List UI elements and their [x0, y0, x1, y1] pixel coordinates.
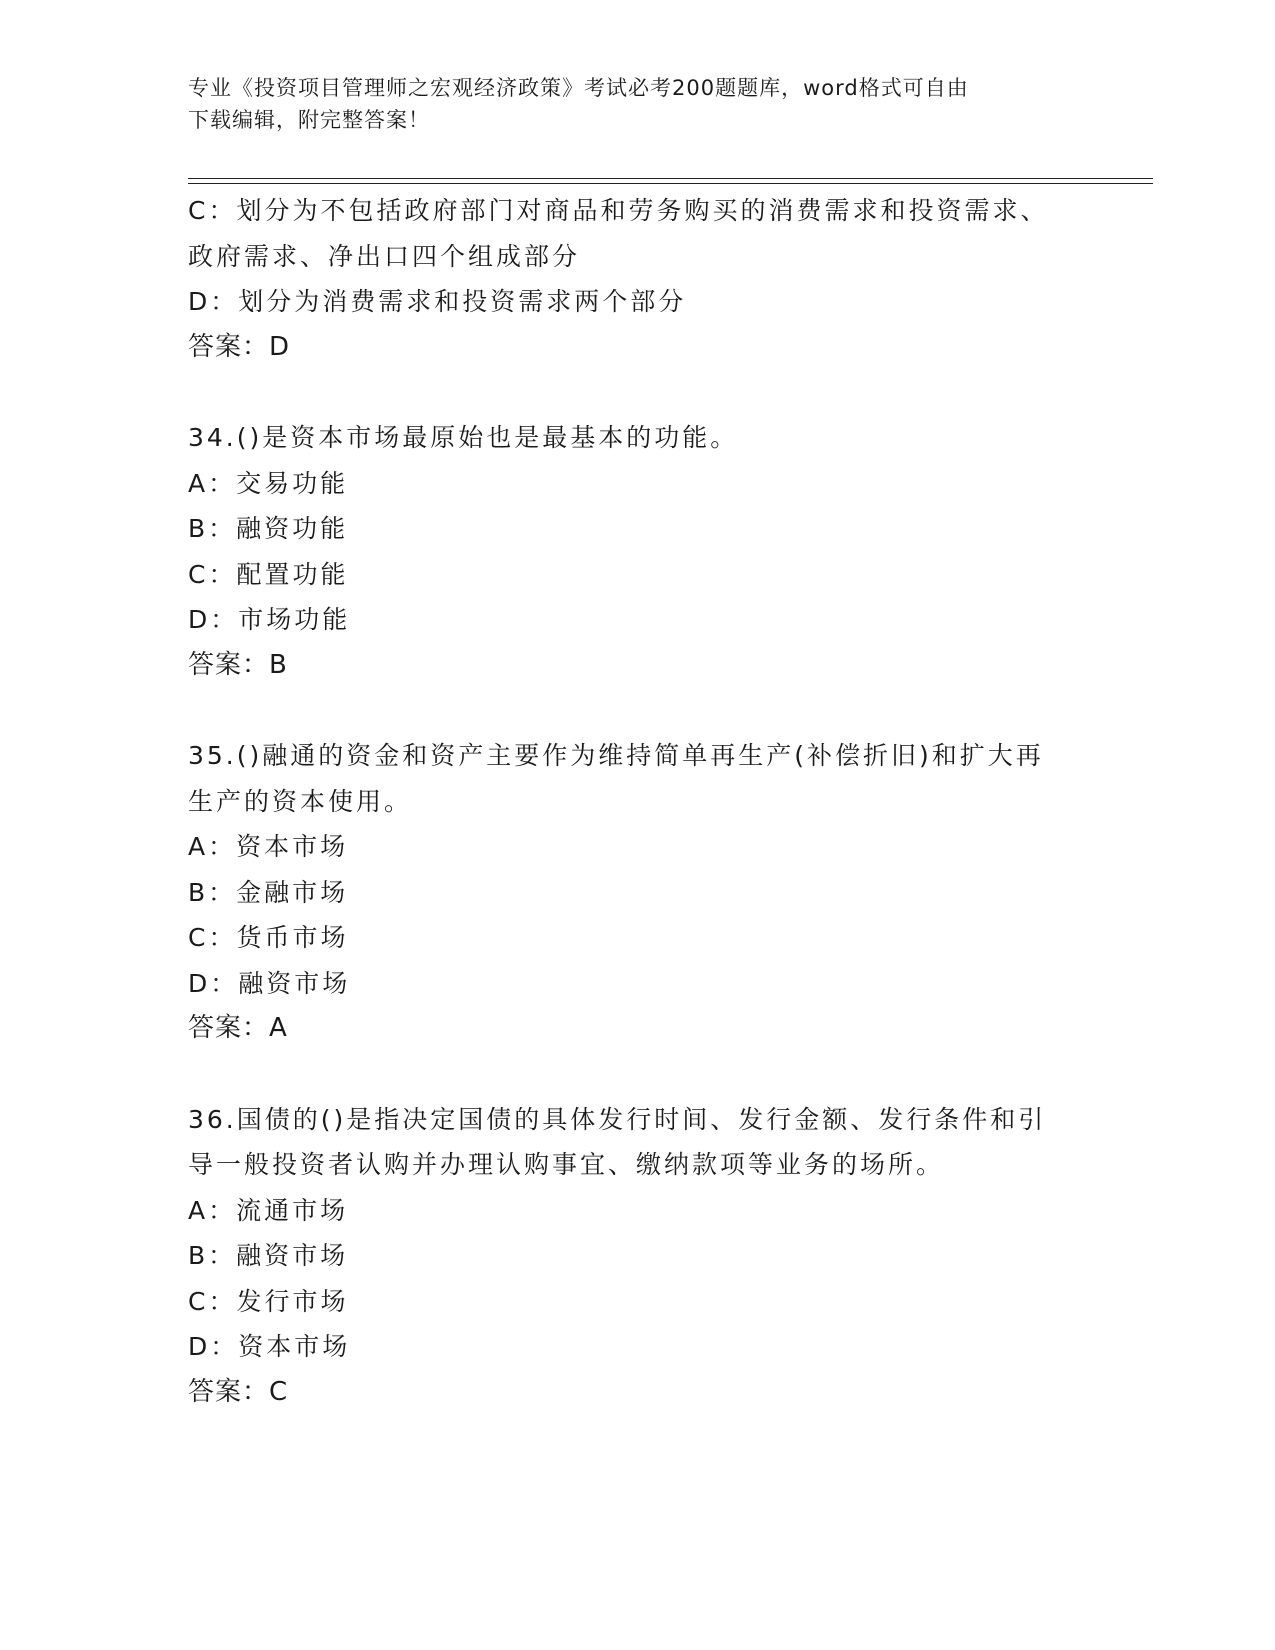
- question-33-continuation: [188, 188, 1088, 370]
- question-stem-line-1: 36.国债的()是指决定国债的具体发行时间、发行金额、发行条件和引: [188, 1104, 1047, 1134]
- question-35: [188, 733, 1088, 1052]
- question-stem-line-2: 生产的资本使用。: [188, 786, 413, 816]
- question-34: [188, 415, 1088, 688]
- option-a: A：流通市场: [188, 1195, 349, 1225]
- option-b: B：融资市场: [188, 1241, 349, 1270]
- spacer: [188, 1052, 1088, 1097]
- spacer: [188, 370, 1088, 415]
- option-c: C：发行市场: [188, 1286, 349, 1316]
- document-header: [188, 72, 1088, 136]
- option-d: D：资本市场: [188, 1332, 351, 1361]
- question-list: [188, 188, 1088, 1415]
- option-a: A：资本市场: [188, 832, 349, 861]
- option-c: C：配置功能: [188, 559, 349, 589]
- answer: 答案：A: [188, 1013, 288, 1043]
- option-c-line-2: 政府需求、净出口四个组成部分: [188, 241, 581, 271]
- header-divider-top: [188, 178, 1153, 179]
- question-stem: 34.()是资本市场最原始也是最基本的功能。: [188, 423, 739, 452]
- option-d: D：融资市场: [188, 968, 351, 998]
- answer: 答案：B: [188, 649, 288, 680]
- option-b: B：融资功能: [188, 514, 349, 543]
- option-a: A：交易功能: [188, 468, 349, 498]
- option-b: B：金融市场: [188, 877, 349, 907]
- question-stem-line-2: 导一般投资者认购并办理认购事宜、缴纳款项等业务的场所。: [188, 1150, 945, 1179]
- spacer: [188, 688, 1088, 733]
- header-title-line-2: 下载编辑，附完整答案！: [188, 108, 430, 132]
- header-divider-bottom: [188, 183, 1153, 184]
- header-title-line-1: 专业《投资项目管理师之宏观经济政策》考试必考200题题库，word格式可自由: [188, 76, 969, 100]
- option-d: D：划分为消费需求和投资需求两个部分: [188, 287, 687, 316]
- option-c: C：货币市场: [188, 923, 349, 952]
- question-36: [188, 1097, 1088, 1416]
- question-stem-line-1: 35.()融通的资金和资产主要作为维持简单再生产(补偿折旧)和扩大再: [188, 741, 1044, 770]
- answer: 答案：D: [188, 331, 291, 362]
- option-d: D：市场功能: [188, 605, 351, 634]
- answer: 答案：C: [188, 1376, 289, 1407]
- option-c-line-1: C：划分为不包括政府部门对商品和劳务购买的消费需求和投资需求、: [188, 196, 1049, 225]
